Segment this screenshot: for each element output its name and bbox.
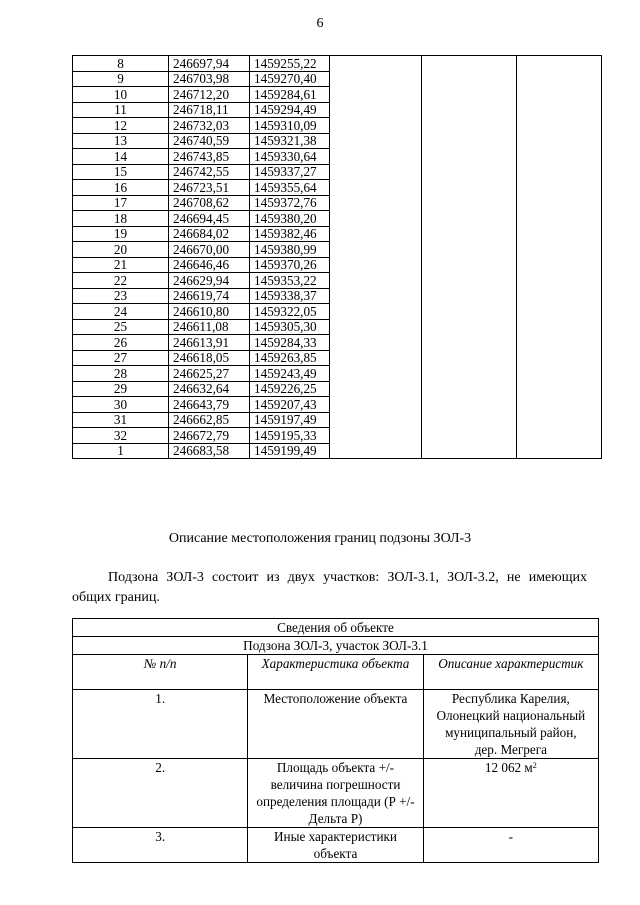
coordinate-y: 1459337,27 xyxy=(250,164,330,180)
coordinate-x: 246708,62 xyxy=(169,195,250,211)
object-info-table xyxy=(72,618,599,863)
coordinate-x: 246712,20 xyxy=(169,87,250,103)
coordinate-y: 1459294,49 xyxy=(250,102,330,118)
coordinate-y: 1459305,30 xyxy=(250,319,330,335)
info-table-subtitle: Подзона ЗОЛ-3, участок ЗОЛ-3.1 xyxy=(73,637,599,655)
coordinate-y: 1459195,33 xyxy=(250,428,330,444)
point-number: 21 xyxy=(73,257,169,273)
point-number: 28 xyxy=(73,366,169,382)
empty-column-2 xyxy=(422,56,517,459)
coordinate-y: 1459270,40 xyxy=(250,71,330,87)
coordinate-x: 246613,91 xyxy=(169,335,250,351)
point-number: 31 xyxy=(73,412,169,428)
point-number: 22 xyxy=(73,273,169,289)
coordinate-row xyxy=(73,56,602,72)
point-number: 12 xyxy=(73,118,169,134)
row-2-value-cell xyxy=(423,759,598,828)
coordinate-y: 1459330,64 xyxy=(250,149,330,165)
coordinate-y: 1459370,26 xyxy=(250,257,330,273)
row-2-value: 12 062 м xyxy=(484,760,533,775)
point-number: 29 xyxy=(73,381,169,397)
row-1-value: Республика Карелия, Олонецкий национальный муниципальный район, дер. Мегрега xyxy=(423,690,598,759)
coordinate-y: 1459197,49 xyxy=(250,412,330,428)
point-number: 1 xyxy=(73,443,169,459)
point-number: 19 xyxy=(73,226,169,242)
coordinate-y: 1459380,20 xyxy=(250,211,330,227)
coordinate-y: 1459255,22 xyxy=(250,56,330,72)
point-number: 26 xyxy=(73,335,169,351)
point-number: 17 xyxy=(73,195,169,211)
coordinate-x: 246697,94 xyxy=(169,56,250,72)
point-number: 11 xyxy=(73,102,169,118)
coordinate-x: 246683,58 xyxy=(169,443,250,459)
point-number: 23 xyxy=(73,288,169,304)
coordinate-x: 246684,02 xyxy=(169,226,250,242)
coordinate-x: 246740,59 xyxy=(169,133,250,149)
header-characteristic: Характеристика объекта xyxy=(248,655,423,690)
coordinate-x: 246732,03 xyxy=(169,118,250,134)
coordinate-x: 246662,85 xyxy=(169,412,250,428)
row-2-value-sup: 2 xyxy=(532,761,537,770)
page-number: 6 xyxy=(316,16,324,31)
coordinate-x: 246619,74 xyxy=(169,288,250,304)
coordinate-x: 246625,27 xyxy=(169,366,250,382)
coordinate-x: 246723,51 xyxy=(169,180,250,196)
coordinate-y: 1459338,37 xyxy=(250,288,330,304)
coordinate-x: 246743,85 xyxy=(169,149,250,165)
point-number: 8 xyxy=(73,56,169,72)
coordinates-table xyxy=(72,55,602,459)
point-number: 30 xyxy=(73,397,169,413)
coordinate-y: 1459199,49 xyxy=(250,443,330,459)
header-number xyxy=(73,655,248,690)
coordinate-x: 246694,45 xyxy=(169,211,250,227)
point-number: 16 xyxy=(73,180,169,196)
point-number: 27 xyxy=(73,350,169,366)
coordinate-y: 1459226,25 xyxy=(250,381,330,397)
coordinate-x: 246672,79 xyxy=(169,428,250,444)
coordinate-x: 246632,64 xyxy=(169,381,250,397)
coordinate-x: 246718,11 xyxy=(169,102,250,118)
point-number: 24 xyxy=(73,304,169,320)
empty-column-1 xyxy=(330,56,422,459)
coordinate-x: 246646,46 xyxy=(169,257,250,273)
coordinate-x: 246611,08 xyxy=(169,319,250,335)
coordinate-y: 1459321,38 xyxy=(250,133,330,149)
point-number: 18 xyxy=(73,211,169,227)
row-2-name: Площадь объекта +/- величина погрешности определения площади (Р +/- Дельта Р) xyxy=(248,759,423,828)
row-3-name: Иные характеристики объекта xyxy=(248,828,423,863)
coordinate-y: 1459382,46 xyxy=(250,226,330,242)
coordinate-x: 246629,94 xyxy=(169,273,250,289)
coordinate-y: 1459284,33 xyxy=(250,335,330,351)
point-number: 9 xyxy=(73,71,169,87)
row-1-name: Местоположение объекта xyxy=(248,690,423,759)
point-number: 32 xyxy=(73,428,169,444)
point-number: 14 xyxy=(73,149,169,165)
coordinate-y: 1459355,64 xyxy=(250,180,330,196)
point-number: 20 xyxy=(73,242,169,258)
empty-column-3 xyxy=(517,56,602,459)
coordinate-y: 1459372,76 xyxy=(250,195,330,211)
coordinate-y: 1459322,05 xyxy=(250,304,330,320)
coordinate-y: 1459284,61 xyxy=(250,87,330,103)
coordinate-y: 1459207,43 xyxy=(250,397,330,413)
coordinate-y: 1459263,85 xyxy=(250,350,330,366)
point-number: 13 xyxy=(73,133,169,149)
row-3-number: 3. xyxy=(73,828,248,863)
coordinate-x: 246670,00 xyxy=(169,242,250,258)
point-number: 10 xyxy=(73,87,169,103)
header-number-label: № п/п xyxy=(143,656,177,671)
coordinate-x: 246703,98 xyxy=(169,71,250,87)
row-1-number: 1. xyxy=(73,690,248,759)
coordinate-y: 1459353,22 xyxy=(250,273,330,289)
coordinate-x: 246618,05 xyxy=(169,350,250,366)
coordinate-x: 246610,80 xyxy=(169,304,250,320)
coordinate-y: 1459380,99 xyxy=(250,242,330,258)
row-2-number: 2. xyxy=(73,759,248,828)
coordinate-x: 246742,55 xyxy=(169,164,250,180)
section-title: Описание местоположения границ подзоны ЗОЛ-3 xyxy=(168,531,472,546)
paragraph: Подзона ЗОЛ-3 состоит из двух участков: ЗОЛ-3.1, ЗОЛ-3.2, не имеющих общих границ. xyxy=(72,570,587,605)
point-number: 15 xyxy=(73,164,169,180)
coordinate-y: 1459310,09 xyxy=(250,118,330,134)
point-number: 25 xyxy=(73,319,169,335)
coordinate-y: 1459243,49 xyxy=(250,366,330,382)
header-description: Описание характеристик xyxy=(423,655,598,690)
coordinate-x: 246643,79 xyxy=(169,397,250,413)
row-3-value: - xyxy=(423,828,598,863)
info-table-title: Сведения об объекте xyxy=(73,619,599,637)
